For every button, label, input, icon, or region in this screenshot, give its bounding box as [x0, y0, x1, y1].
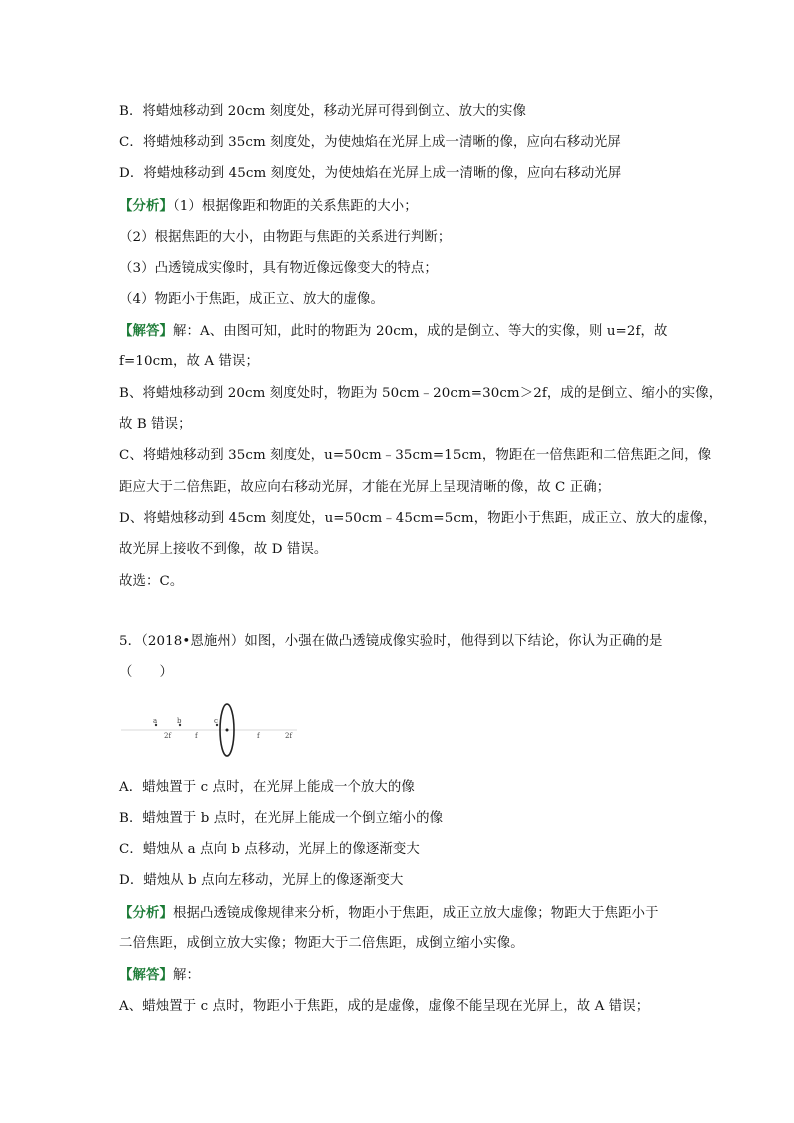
q4-option-b: B．将蜡烛移动到 20cm 刻度处，移动光屏可得到倒立、放大的实像 — [119, 104, 527, 119]
label-a: a — [153, 717, 158, 725]
answer-tag: 【解答】 — [119, 323, 173, 339]
answer-tag: 【解答】 — [119, 967, 173, 983]
q4-answer-line-8: 故光屏上接收不到像，故 D 错误。 — [119, 542, 328, 557]
q4-answer-line-1: 【解答】解：A、由图可知，此时的物距为 20cm，成的是倒立、等大的实像，则 u=2f，故 — [119, 323, 668, 339]
q5-analysis-line-1: 【分析】根据凸透镜成像规律来分析，物距小于焦距，成正立放大虚像；物距大于焦距小于 — [119, 905, 659, 921]
q4-analysis-line-4: （4）物距小于焦距，成正立、放大的虚像。 — [119, 292, 384, 307]
label-f-left: f — [195, 732, 198, 740]
label-b: b — [177, 717, 182, 725]
q5-stem-line-2: （ ） — [119, 665, 173, 680]
q4-answer-line-4: 故 B 错误； — [119, 417, 192, 432]
q4-answer-line-6: 距应大于二倍焦距，故应向右移动光屏，才能在光屏上呈现清晰的像，故 C 正确； — [119, 480, 611, 495]
q4-answer-line-3: B、将蜡烛移动到 20cm 刻度处时，物距为 50cm﹣20cm=30cm＞2f，成的是倒立、缩小的实像， — [119, 386, 723, 401]
label-f-right: f — [257, 732, 260, 740]
label-2f-right: 2f — [285, 732, 293, 740]
q4-answer-line-5: C、将蜡烛移动到 35cm 刻度处，u=50cm﹣35cm=15cm，物距在一倍焦距和二倍焦距之间，像 — [119, 448, 712, 463]
q4-answer-line-7: D、将蜡烛移动到 45cm 刻度处，u=50cm﹣45cm=5cm，物距小于焦距，成正立、放大的虚像， — [119, 511, 717, 526]
label-2f-left: 2f — [164, 732, 172, 740]
q5-analysis-line-2: 二倍焦距，成倒立放大实像；物距大于二倍焦距，成倒立缩小实像。 — [119, 936, 524, 951]
q5-option-c: C．蜡烛从 a 点向 b 点移动，光屏上的像逐渐变大 — [119, 842, 420, 857]
q5-stem-line-1: 5．（2018•恩施州）如图，小强在做凸透镜成像实验时，他得到以下结论，你认为正确的是 — [119, 634, 663, 649]
q4-analysis-line-3: （3）凸透镜成实像时，具有物近像远像变大的特点； — [119, 261, 438, 276]
q4-answer-line-2: f=10cm，故 A 错误； — [119, 354, 259, 369]
q4-option-d: D．将蜡烛移动到 45cm 刻度处，为使烛焰在光屏上成一清晰的像，应向右移动光屏 — [119, 166, 622, 181]
q5-answer-line-1: 【解答】解： — [119, 967, 200, 983]
analysis-tag: 【分析】 — [119, 905, 173, 921]
analysis-tag: 【分析】 — [119, 198, 173, 214]
label-c: c — [214, 717, 218, 725]
q4-analysis-line-1: 【分析】（1）根据像距和物距的关系焦距的大小； — [119, 198, 418, 214]
q5-option-b: B．蜡烛置于 b 点时，在光屏上能成一个倒立缩小的像 — [119, 811, 444, 826]
q5-answer-line-2: A、蜡烛置于 c 点时，物距小于焦距，成的是虚像，虚像不能呈现在光屏上，故 A 错误； — [119, 999, 650, 1014]
q5-option-d: D．蜡烛从 b 点向左移动，光屏上的像逐渐变大 — [119, 873, 404, 888]
q4-option-c: C．将蜡烛移动到 35cm 刻度处，为使烛焰在光屏上成一清晰的像，应向右移动光屏 — [119, 135, 621, 150]
optical-center-dot — [226, 729, 229, 732]
q5-option-a: A．蜡烛置于 c 点时，在光屏上能成一个放大的像 — [119, 780, 415, 795]
q4-answer-choice: 故选：C。 — [119, 574, 184, 589]
lens-diagram-figure — [119, 698, 309, 758]
q4-analysis-line-2: （2）根据焦距的大小，由物距与焦距的关系进行判断； — [119, 230, 452, 245]
